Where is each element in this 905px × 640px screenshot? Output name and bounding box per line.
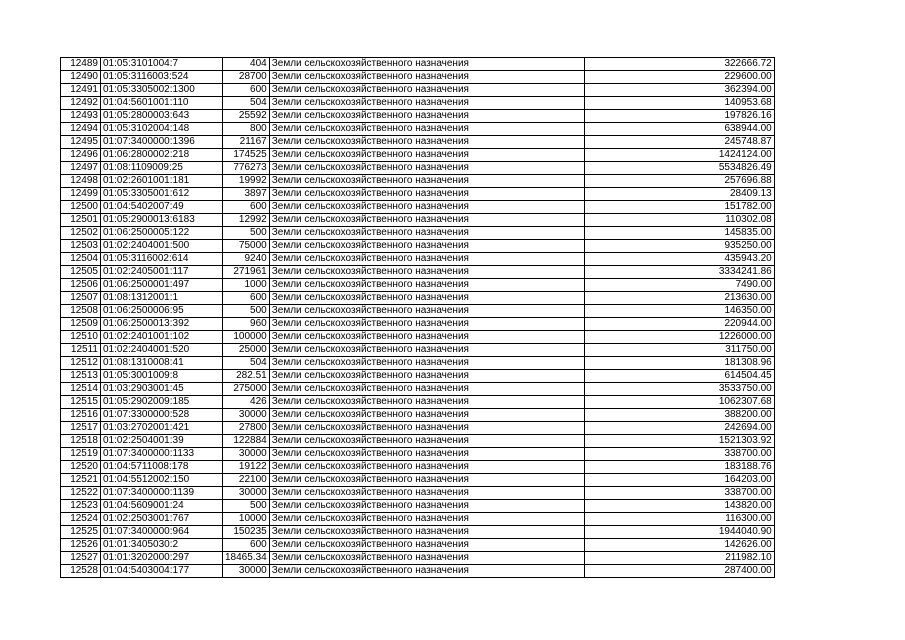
cadastral-number-cell: 01:06:2500006:95 xyxy=(101,305,223,318)
cadastral-value-cell: 181308.96 xyxy=(584,357,774,370)
land-category-cell: Земли сельскохозяйственного назначения xyxy=(269,422,584,435)
area-cell: 500 xyxy=(223,500,270,513)
land-category-cell: Земли сельскохозяйственного назначения xyxy=(269,370,584,383)
cadastral-value-cell: 638944.00 xyxy=(584,123,774,136)
cadastral-number-cell: 01:02:2404001:520 xyxy=(101,344,223,357)
cadastral-value-cell: 116300.00 xyxy=(584,513,774,526)
land-category-cell: Земли сельскохозяйственного назначения xyxy=(269,305,584,318)
area-cell: 960 xyxy=(223,318,270,331)
area-cell: 12992 xyxy=(223,214,270,227)
area-cell: 504 xyxy=(223,97,270,110)
land-category-cell: Земли сельскохозяйственного назначения xyxy=(269,500,584,513)
table-row xyxy=(61,214,775,227)
cadastral-value-cell: 220944.00 xyxy=(584,318,774,331)
table-row xyxy=(61,175,775,188)
area-cell: 122884 xyxy=(223,435,270,448)
cadastral-number-cell: 01:06:2800002:218 xyxy=(101,149,223,162)
table-row xyxy=(61,461,775,474)
cadastral-number-cell: 01:02:2504001:39 xyxy=(101,435,223,448)
cadastral-value-cell: 146350.00 xyxy=(584,305,774,318)
table-row xyxy=(61,253,775,266)
land-category-cell: Земли сельскохозяйственного назначения xyxy=(269,266,584,279)
row-number-cell: 12517 xyxy=(61,422,101,435)
land-category-cell: Земли сельскохозяйственного назначения xyxy=(269,474,584,487)
cadastral-number-cell: 01:06:2500001:497 xyxy=(101,279,223,292)
row-number-cell: 12500 xyxy=(61,201,101,214)
cadastral-value-cell: 1521303.92 xyxy=(584,435,774,448)
area-cell: 282.51 xyxy=(223,370,270,383)
row-number-cell: 12495 xyxy=(61,136,101,149)
cadastral-value-cell: 3334241.86 xyxy=(584,266,774,279)
cadastral-value-cell: 229600.00 xyxy=(584,71,774,84)
row-number-cell: 12492 xyxy=(61,97,101,110)
cadastral-value-cell: 3533750.00 xyxy=(584,383,774,396)
row-number-cell: 12507 xyxy=(61,292,101,305)
table-row xyxy=(61,383,775,396)
row-number-cell: 12504 xyxy=(61,253,101,266)
table-row xyxy=(61,71,775,84)
table-row xyxy=(61,370,775,383)
row-number-cell: 12523 xyxy=(61,500,101,513)
area-cell: 30000 xyxy=(223,448,270,461)
area-cell: 275000 xyxy=(223,383,270,396)
land-category-cell: Земли сельскохозяйственного назначения xyxy=(269,539,584,552)
cadastral-number-cell: 01:06:2500005:122 xyxy=(101,227,223,240)
cadastral-value-cell: 197826.16 xyxy=(584,110,774,123)
table-row xyxy=(61,58,775,71)
cadastral-value-cell: 142626.00 xyxy=(584,539,774,552)
area-cell: 18465.34 xyxy=(223,552,270,565)
row-number-cell: 12505 xyxy=(61,266,101,279)
land-category-cell: Земли сельскохозяйственного назначения xyxy=(269,292,584,305)
table-row xyxy=(61,552,775,565)
cadastral-value-cell: 145835.00 xyxy=(584,227,774,240)
area-cell: 19122 xyxy=(223,461,270,474)
row-number-cell: 12522 xyxy=(61,487,101,500)
row-number-cell: 12525 xyxy=(61,526,101,539)
cadastral-value-cell: 5534826.49 xyxy=(584,162,774,175)
table-row xyxy=(61,448,775,461)
row-number-cell: 12510 xyxy=(61,331,101,344)
row-number-cell: 12506 xyxy=(61,279,101,292)
cadastral-number-cell: 01:03:2903001:45 xyxy=(101,383,223,396)
row-number-cell: 12499 xyxy=(61,188,101,201)
table-row xyxy=(61,435,775,448)
row-number-cell: 12503 xyxy=(61,240,101,253)
land-category-cell: Земли сельскохозяйственного назначения xyxy=(269,58,584,71)
area-cell: 600 xyxy=(223,84,270,97)
row-number-cell: 12498 xyxy=(61,175,101,188)
area-cell: 174525 xyxy=(223,149,270,162)
table-row xyxy=(61,331,775,344)
land-category-cell: Земли сельскохозяйственного назначения xyxy=(269,435,584,448)
table-row xyxy=(61,84,775,97)
area-cell: 500 xyxy=(223,227,270,240)
cadastral-number-cell: 01:04:5711008:178 xyxy=(101,461,223,474)
land-category-cell: Земли сельскохозяйственного назначения xyxy=(269,331,584,344)
cadastral-number-cell: 01:01:3405030:2 xyxy=(101,539,223,552)
cadastral-number-cell: 01:07:3400000:1396 xyxy=(101,136,223,149)
land-category-cell: Земли сельскохозяйственного назначения xyxy=(269,201,584,214)
cadastral-value-cell: 1062307.68 xyxy=(584,396,774,409)
land-category-cell: Земли сельскохозяйственного назначения xyxy=(269,175,584,188)
area-cell: 3897 xyxy=(223,188,270,201)
row-number-cell: 12502 xyxy=(61,227,101,240)
cadastral-number-cell: 01:05:3305001:612 xyxy=(101,188,223,201)
cadastral-value-cell: 322666.72 xyxy=(584,58,774,71)
row-number-cell: 12489 xyxy=(61,58,101,71)
table-row xyxy=(61,227,775,240)
cadastral-value-cell: 245748.87 xyxy=(584,136,774,149)
row-number-cell: 12518 xyxy=(61,435,101,448)
row-number-cell: 12521 xyxy=(61,474,101,487)
table-row xyxy=(61,279,775,292)
cadastral-number-cell: 01:06:2500013:392 xyxy=(101,318,223,331)
cadastral-value-cell: 242694.00 xyxy=(584,422,774,435)
land-category-cell: Земли сельскохозяйственного назначения xyxy=(269,383,584,396)
cadastral-value-cell: 1226000.00 xyxy=(584,331,774,344)
cadastral-number-cell: 01:08:1109009:25 xyxy=(101,162,223,175)
land-category-cell: Земли сельскохозяйственного назначения xyxy=(269,487,584,500)
cadastral-number-cell: 01:04:5609001:24 xyxy=(101,500,223,513)
table-row xyxy=(61,565,775,578)
table-row xyxy=(61,305,775,318)
land-category-cell: Земли сельскохозяйственного назначения xyxy=(269,318,584,331)
cadastral-number-cell: 01:02:2405001:117 xyxy=(101,266,223,279)
cadastral-number-cell: 01:05:2900013:6183 xyxy=(101,214,223,227)
cadastral-value-cell: 287400.00 xyxy=(584,565,774,578)
table-row xyxy=(61,292,775,305)
area-cell: 30000 xyxy=(223,409,270,422)
area-cell: 404 xyxy=(223,58,270,71)
area-cell: 10000 xyxy=(223,513,270,526)
cadastral-number-cell: 01:05:3102004:148 xyxy=(101,123,223,136)
land-category-cell: Земли сельскохозяйственного назначения xyxy=(269,162,584,175)
land-category-cell: Земли сельскохозяйственного назначения xyxy=(269,110,584,123)
cadastral-value-cell: 311750.00 xyxy=(584,344,774,357)
land-category-cell: Земли сельскохозяйственного назначения xyxy=(269,344,584,357)
area-cell: 500 xyxy=(223,305,270,318)
table-row xyxy=(61,123,775,136)
area-cell: 600 xyxy=(223,539,270,552)
cadastral-number-cell: 01:07:3400000:1139 xyxy=(101,487,223,500)
land-category-cell: Земли сельскохозяйственного назначения xyxy=(269,227,584,240)
cadastral-value-cell: 213630.00 xyxy=(584,292,774,305)
area-cell: 27800 xyxy=(223,422,270,435)
land-category-cell: Земли сельскохозяйственного назначения xyxy=(269,188,584,201)
table-row xyxy=(61,97,775,110)
table-row xyxy=(61,526,775,539)
row-number-cell: 12513 xyxy=(61,370,101,383)
cadastral-number-cell: 01:02:2404001:500 xyxy=(101,240,223,253)
cadastral-value-cell: 388200.00 xyxy=(584,409,774,422)
table-row xyxy=(61,409,775,422)
cadastral-number-cell: 01:05:3305002:1300 xyxy=(101,84,223,97)
cadastral-value-cell: 362394.00 xyxy=(584,84,774,97)
cadastral-value-cell: 110302.08 xyxy=(584,214,774,227)
row-number-cell: 12501 xyxy=(61,214,101,227)
cadastral-value-cell: 183188.76 xyxy=(584,461,774,474)
area-cell: 75000 xyxy=(223,240,270,253)
area-cell: 100000 xyxy=(223,331,270,344)
cadastral-number-cell: 01:08:1310008:41 xyxy=(101,357,223,370)
land-category-cell: Земли сельскохозяйственного назначения xyxy=(269,279,584,292)
cadastral-number-cell: 01:07:3400000:1133 xyxy=(101,448,223,461)
area-cell: 504 xyxy=(223,357,270,370)
land-category-cell: Земли сельскохозяйственного назначения xyxy=(269,461,584,474)
land-parcels-table xyxy=(60,57,775,578)
area-cell: 426 xyxy=(223,396,270,409)
row-number-cell: 12527 xyxy=(61,552,101,565)
cadastral-value-cell: 143820.00 xyxy=(584,500,774,513)
land-category-cell: Земли сельскохозяйственного назначения xyxy=(269,526,584,539)
row-number-cell: 12511 xyxy=(61,344,101,357)
area-cell: 30000 xyxy=(223,487,270,500)
land-category-cell: Земли сельскохозяйственного назначения xyxy=(269,552,584,565)
cadastral-number-cell: 01:03:2702001:421 xyxy=(101,422,223,435)
cadastral-value-cell: 151782.00 xyxy=(584,201,774,214)
area-cell: 271961 xyxy=(223,266,270,279)
area-cell: 21167 xyxy=(223,136,270,149)
cadastral-number-cell: 01:05:2902009:185 xyxy=(101,396,223,409)
cadastral-number-cell: 01:02:2401001:102 xyxy=(101,331,223,344)
table-row xyxy=(61,201,775,214)
land-category-cell: Земли сельскохозяйственного назначения xyxy=(269,513,584,526)
area-cell: 9240 xyxy=(223,253,270,266)
cadastral-value-cell: 614504.45 xyxy=(584,370,774,383)
row-number-cell: 12508 xyxy=(61,305,101,318)
table-row xyxy=(61,500,775,513)
table-row xyxy=(61,513,775,526)
row-number-cell: 12526 xyxy=(61,539,101,552)
table-row xyxy=(61,266,775,279)
row-number-cell: 12528 xyxy=(61,565,101,578)
cadastral-value-cell: 1944040.90 xyxy=(584,526,774,539)
cadastral-value-cell: 257696.88 xyxy=(584,175,774,188)
table-row xyxy=(61,396,775,409)
table-row xyxy=(61,162,775,175)
table-row xyxy=(61,487,775,500)
land-category-cell: Земли сельскохозяйственного назначения xyxy=(269,565,584,578)
cadastral-value-cell: 338700.00 xyxy=(584,448,774,461)
cadastral-number-cell: 01:02:2503001:767 xyxy=(101,513,223,526)
cadastral-number-cell: 01:07:3400000:964 xyxy=(101,526,223,539)
row-number-cell: 12524 xyxy=(61,513,101,526)
land-category-cell: Земли сельскохозяйственного назначения xyxy=(269,240,584,253)
row-number-cell: 12519 xyxy=(61,448,101,461)
land-category-cell: Земли сельскохозяйственного назначения xyxy=(269,149,584,162)
cadastral-value-cell: 435943.20 xyxy=(584,253,774,266)
cadastral-number-cell: 01:05:3116003:524 xyxy=(101,71,223,84)
cadastral-number-cell: 01:02:2601001:181 xyxy=(101,175,223,188)
land-category-cell: Земли сельскохозяйственного назначения xyxy=(269,214,584,227)
land-category-cell: Земли сельскохозяйственного назначения xyxy=(269,136,584,149)
cadastral-number-cell: 01:04:5402007:49 xyxy=(101,201,223,214)
area-cell: 1000 xyxy=(223,279,270,292)
cadastral-number-cell: 01:01:3202000:297 xyxy=(101,552,223,565)
cadastral-value-cell: 164203.00 xyxy=(584,474,774,487)
cadastral-value-cell: 28409.13 xyxy=(584,188,774,201)
row-number-cell: 12512 xyxy=(61,357,101,370)
table-row xyxy=(61,422,775,435)
land-category-cell: Земли сельскохозяйственного назначения xyxy=(269,71,584,84)
cadastral-value-cell: 338700.00 xyxy=(584,487,774,500)
land-category-cell: Земли сельскохозяйственного назначения xyxy=(269,97,584,110)
table-row xyxy=(61,240,775,253)
cadastral-number-cell: 01:05:2800003:643 xyxy=(101,110,223,123)
table-row xyxy=(61,318,775,331)
row-number-cell: 12496 xyxy=(61,149,101,162)
cadastral-number-cell: 01:07:3300000:528 xyxy=(101,409,223,422)
area-cell: 25000 xyxy=(223,344,270,357)
area-cell: 28700 xyxy=(223,71,270,84)
table-row xyxy=(61,188,775,201)
cadastral-value-cell: 1424124.00 xyxy=(584,149,774,162)
area-cell: 776273 xyxy=(223,162,270,175)
row-number-cell: 12497 xyxy=(61,162,101,175)
area-cell: 600 xyxy=(223,292,270,305)
table-row xyxy=(61,344,775,357)
row-number-cell: 12514 xyxy=(61,383,101,396)
row-number-cell: 12494 xyxy=(61,123,101,136)
cadastral-number-cell: 01:05:3101004:7 xyxy=(101,58,223,71)
cadastral-value-cell: 7490.00 xyxy=(584,279,774,292)
table-body xyxy=(61,58,775,578)
area-cell: 19992 xyxy=(223,175,270,188)
cadastral-number-cell: 01:05:3116002:614 xyxy=(101,253,223,266)
table-row xyxy=(61,357,775,370)
table-row xyxy=(61,149,775,162)
area-cell: 150235 xyxy=(223,526,270,539)
land-category-cell: Земли сельскохозяйственного назначения xyxy=(269,448,584,461)
row-number-cell: 12516 xyxy=(61,409,101,422)
row-number-cell: 12509 xyxy=(61,318,101,331)
table-row xyxy=(61,474,775,487)
cadastral-value-cell: 140953.68 xyxy=(584,97,774,110)
land-category-cell: Земли сельскохозяйственного назначения xyxy=(269,357,584,370)
table-row xyxy=(61,110,775,123)
area-cell: 600 xyxy=(223,201,270,214)
row-number-cell: 12490 xyxy=(61,71,101,84)
cadastral-number-cell: 01:05:3001009:8 xyxy=(101,370,223,383)
cadastral-number-cell: 01:04:5601001:110 xyxy=(101,97,223,110)
land-category-cell: Земли сельскохозяйственного назначения xyxy=(269,253,584,266)
area-cell: 25592 xyxy=(223,110,270,123)
table-row xyxy=(61,539,775,552)
row-number-cell: 12493 xyxy=(61,110,101,123)
land-category-cell: Земли сельскохозяйственного назначения xyxy=(269,409,584,422)
area-cell: 22100 xyxy=(223,474,270,487)
cadastral-value-cell: 935250.00 xyxy=(584,240,774,253)
table-row xyxy=(61,136,775,149)
row-number-cell: 12520 xyxy=(61,461,101,474)
area-cell: 800 xyxy=(223,123,270,136)
land-category-cell: Земли сельскохозяйственного назначения xyxy=(269,123,584,136)
area-cell: 30000 xyxy=(223,565,270,578)
row-number-cell: 12491 xyxy=(61,84,101,97)
cadastral-number-cell: 01:08:1312001:1 xyxy=(101,292,223,305)
cadastral-value-cell: 211982.10 xyxy=(584,552,774,565)
cadastral-number-cell: 01:04:5512002:150 xyxy=(101,474,223,487)
cadastral-number-cell: 01:04:5403004:177 xyxy=(101,565,223,578)
row-number-cell: 12515 xyxy=(61,396,101,409)
land-category-cell: Земли сельскохозяйственного назначения xyxy=(269,396,584,409)
land-category-cell: Земли сельскохозяйственного назначения xyxy=(269,84,584,97)
